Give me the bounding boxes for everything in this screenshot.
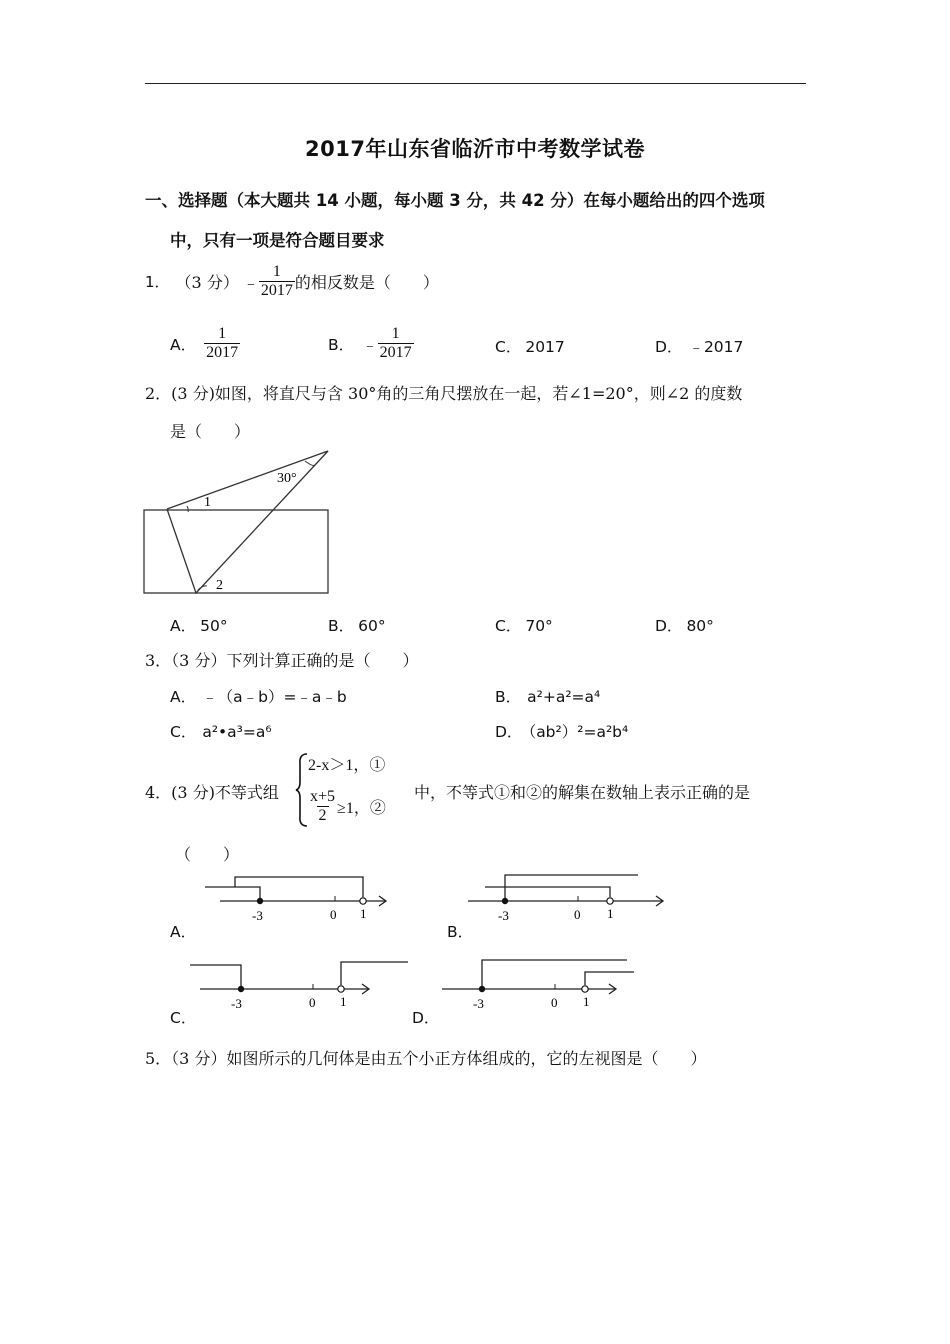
axis-label-0: 0 xyxy=(551,995,558,1010)
q1-option-b-num: 1 xyxy=(391,325,400,342)
axis-label-neg3: -3 xyxy=(231,996,242,1011)
q4-option-b[interactable]: B． xyxy=(447,923,474,941)
question-3: 3．（3 分）下列计算正确的是（ ） xyxy=(145,651,419,670)
angle-1-arc xyxy=(187,506,188,512)
angle-1-label: 1 xyxy=(204,495,211,510)
q1-option-b-minus: ﹣ xyxy=(362,335,378,354)
q2-option-a-label: A． xyxy=(170,617,197,635)
q1-option-b[interactable] xyxy=(328,325,414,362)
q4-option-c[interactable]: C． xyxy=(170,1009,197,1027)
question-1 xyxy=(145,263,439,300)
axis-label-0: 0 xyxy=(309,995,316,1010)
q1-option-a-label: A． xyxy=(170,335,197,354)
q1-frac-den: 2017 xyxy=(260,282,293,299)
q4-option-d[interactable]: D． xyxy=(412,1009,440,1027)
q1-option-b-label: B． xyxy=(328,335,355,354)
axis-label-neg3: -3 xyxy=(498,908,509,923)
q2-option-a-value: 50° xyxy=(200,617,228,635)
q3-option-a-text: ﹣（a﹣b）=﹣a﹣b xyxy=(202,688,347,706)
q2-option-c[interactable] xyxy=(495,614,553,636)
axis-label-0: 0 xyxy=(574,907,581,922)
q3-option-a-label: A． xyxy=(170,688,197,706)
q1-option-b-den: 2017 xyxy=(379,344,412,361)
q1-text: 的相反数是（ ） xyxy=(294,273,439,292)
q4-option-a[interactable]: A． xyxy=(170,923,197,941)
question-2-line2: 是（ ） xyxy=(170,422,251,441)
q4-inequality-2 xyxy=(308,788,386,825)
axis-label-1: 1 xyxy=(360,906,367,921)
axis-label-neg3: -3 xyxy=(252,908,263,923)
section-heading-line1: 一、选择题（本大题共 14 小题，每小题 3 分，共 42 分）在每小题给出的四个选项 xyxy=(145,191,765,210)
q3-option-a[interactable] xyxy=(170,685,347,707)
axis-label-1: 1 xyxy=(607,906,614,921)
q2-figure xyxy=(143,449,343,599)
q3-option-c-text: a²•a³=a⁶ xyxy=(202,723,272,741)
q1-option-a-den: 2017 xyxy=(206,344,239,361)
q1-option-c[interactable] xyxy=(495,335,565,357)
q1-option-b-fraction xyxy=(378,325,414,362)
q4-ineq2-den: 2 xyxy=(318,807,327,824)
q1-option-a[interactable] xyxy=(170,325,240,362)
q1-minus: ﹣ xyxy=(242,273,259,292)
q1-option-c-value: 2017 xyxy=(525,338,565,356)
q2-option-c-value: 70° xyxy=(525,617,553,635)
q1-fraction xyxy=(259,263,295,300)
q3-option-b-text: a²+a²=a⁴ xyxy=(527,688,601,706)
q4-inequality-1: 2-x＞1，① xyxy=(308,757,386,774)
question-4-prefix: 4．(3 分)不等式组 xyxy=(145,783,279,802)
q1-option-d[interactable] xyxy=(655,335,743,357)
q1-option-a-num: 1 xyxy=(218,325,227,342)
q1-option-d-label: D． xyxy=(655,338,683,356)
angle-2-label: 2 xyxy=(216,578,223,593)
q2-option-d-label: D． xyxy=(655,617,683,635)
page-title: 2017年山东省临沂市中考数学试卷 xyxy=(305,137,645,161)
q2-option-d-value: 80° xyxy=(686,617,714,635)
header-rule xyxy=(145,83,806,84)
q1-score: （3 分） xyxy=(175,273,239,292)
q2-option-d[interactable] xyxy=(655,614,714,636)
angle-2-arc xyxy=(198,586,207,590)
question-2-line1: 2．(3 分)如图，将直尺与含 30°角的三角尺摆放在一起，若∠1=20°，则∠2 的度数 xyxy=(145,384,743,403)
q4-numberline-d xyxy=(440,958,640,1011)
q4-numberline-c xyxy=(188,960,418,1010)
q3-option-d[interactable] xyxy=(495,720,628,742)
q2-option-b-label: B． xyxy=(328,617,355,635)
angle-30-arc xyxy=(305,461,315,466)
q4-numberline-a xyxy=(200,875,400,925)
q1-number: 1． xyxy=(145,273,170,291)
question-4-line2: （ ） xyxy=(175,845,240,864)
q2-option-b[interactable] xyxy=(328,614,386,636)
q4-brace xyxy=(295,752,309,828)
q1-option-a-fraction xyxy=(204,325,240,362)
q4-numberline-b xyxy=(460,875,660,925)
q1-option-d-value: ﹣2017 xyxy=(688,338,744,356)
q4-ineq2-rest: ≥1，② xyxy=(337,800,386,817)
q3-option-b-label: B． xyxy=(495,688,522,706)
q2-option-c-label: C． xyxy=(495,617,522,635)
angle-30-label: 30° xyxy=(277,471,297,486)
axis-label-1: 1 xyxy=(583,994,590,1009)
q3-option-c-label: C． xyxy=(170,723,197,741)
question-4-suffix: 中，不等式①和②的解集在数轴上表示正确的是 xyxy=(414,783,751,802)
axis-label-0: 0 xyxy=(330,907,337,922)
q1-frac-num: 1 xyxy=(272,263,281,280)
q4-ineq2-num: x+5 xyxy=(310,788,336,805)
section-heading-line2: 中，只有一项是符合题目要求 xyxy=(170,231,385,250)
q1-option-c-label: C． xyxy=(495,338,522,356)
axis-label-1: 1 xyxy=(340,994,347,1009)
q3-option-d-text: （ab²）²=a²b⁴ xyxy=(528,723,629,741)
q3-option-c[interactable] xyxy=(170,720,272,742)
axis-label-neg3: -3 xyxy=(473,996,484,1011)
q3-option-d-label: D． xyxy=(495,723,523,741)
q2-option-b-value: 60° xyxy=(358,617,386,635)
q4-ineq2-fraction xyxy=(308,788,337,825)
question-5: 5．（3 分）如图所示的几何体是由五个小正方体组成的，它的左视图是（ ） xyxy=(145,1049,707,1068)
q3-option-b[interactable] xyxy=(495,685,600,707)
triangle-ruler xyxy=(167,451,328,593)
q2-option-a[interactable] xyxy=(170,614,228,636)
